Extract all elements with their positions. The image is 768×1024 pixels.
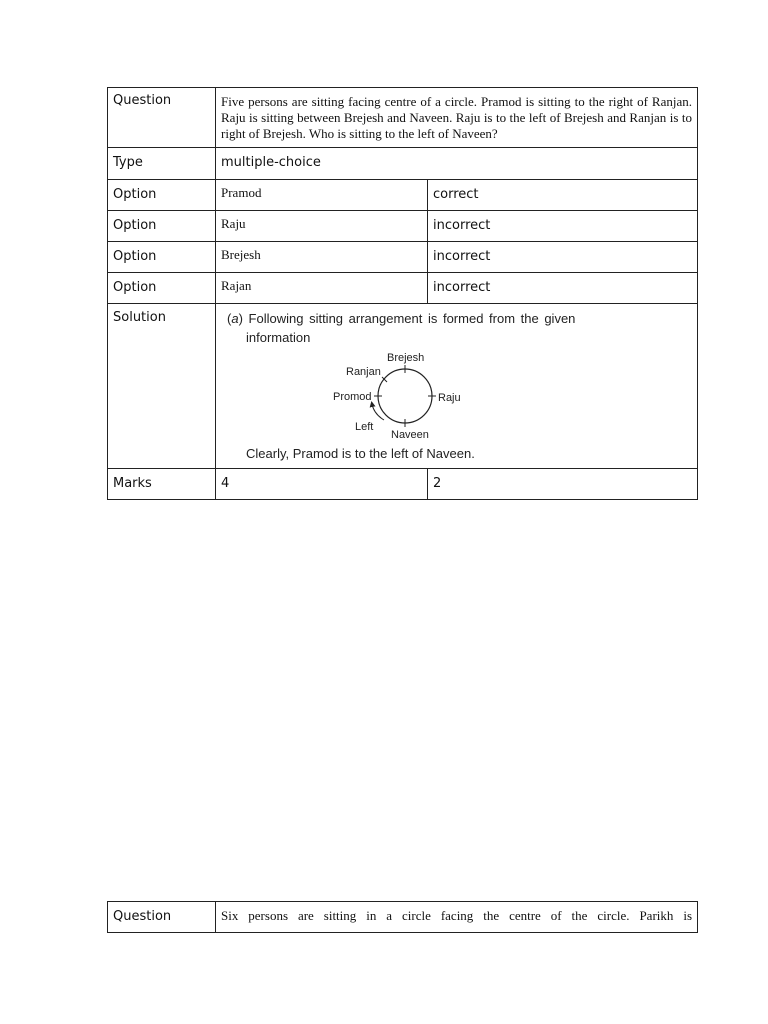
answer-letter: a (231, 311, 239, 326)
left-direction-arrow (372, 404, 384, 420)
question-row (108, 902, 698, 933)
question-label: Question (108, 88, 216, 148)
label-left: Promod (333, 391, 372, 403)
option-row-2 (108, 211, 698, 242)
marks-label: Marks (108, 469, 216, 500)
type-label: Type (108, 148, 216, 180)
option-status: incorrect (428, 273, 698, 304)
question-table-2 (107, 901, 698, 933)
option-status: incorrect (428, 242, 698, 273)
question-text: Five persons are sitting facing centre of a circle. Pramod is sitting to the right of Ranjan. Raju is sitting between Brejesh and Naveen. Raju is to the left of Brejesh and Ranjan is to right of Brejesh. Who is sitting to the left of Naveen? (216, 88, 698, 148)
seating-circle (378, 369, 432, 423)
label-arrow: Left (355, 421, 374, 433)
type-row (108, 148, 698, 180)
question-table-1 (107, 87, 698, 500)
option-row-1 (108, 180, 698, 211)
option-label: Option (108, 242, 216, 273)
seating-circle-diagram (312, 348, 542, 444)
option-row-3 (108, 242, 698, 273)
answer-paren-close: ) (238, 311, 243, 326)
solution-line-1: Following sitting arrangement is formed from the given (248, 311, 576, 326)
option-label: Option (108, 180, 216, 211)
label-upper-left: Ranjan (346, 366, 381, 378)
negative-marks-value: 2 (428, 469, 698, 500)
label-top: Brejesh (387, 352, 425, 364)
solution-label: Solution (108, 304, 216, 469)
option-status: correct (428, 180, 698, 211)
option-label: Option (108, 273, 216, 304)
solution-conclusion: Clearly, Pramod is to the left of Naveen. (246, 446, 475, 461)
label-right: Raju (438, 392, 461, 404)
solution-content (216, 304, 698, 469)
label-bottom: Naveen (391, 429, 429, 441)
question-row (108, 88, 698, 148)
option-row-4 (108, 273, 698, 304)
option-label: Option (108, 211, 216, 242)
question-label: Question (108, 902, 216, 933)
question-text: Six persons are sitting in a circle facing the centre of the circle. Parikh is (216, 902, 698, 933)
option-text: Raju (216, 211, 428, 242)
option-text: Brejesh (216, 242, 428, 273)
marks-row (108, 469, 698, 500)
solution-intro-line (227, 311, 692, 327)
option-status: incorrect (428, 211, 698, 242)
option-text: Pramod (216, 180, 428, 211)
solution-line-2: information (246, 330, 311, 345)
marks-value: 4 (216, 469, 428, 500)
type-value: multiple-choice (216, 148, 698, 180)
answer-paren-open: ( (227, 311, 232, 326)
option-text: Rajan (216, 273, 428, 304)
solution-row (108, 304, 698, 469)
